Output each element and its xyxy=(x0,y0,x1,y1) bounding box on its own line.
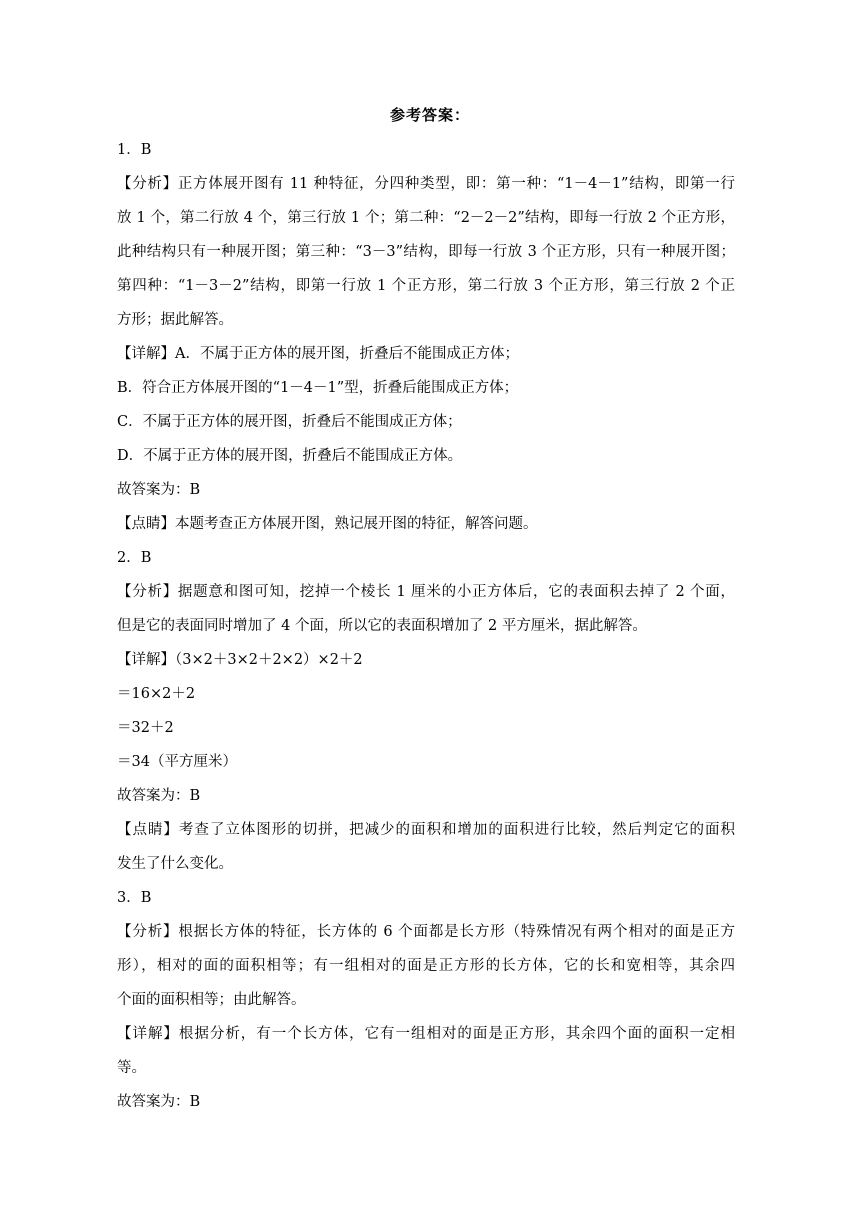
answer-1-detail-line: 【详解】A．不属于正方体的展开图，折叠后不能围成正方体； xyxy=(117,346,519,362)
answer-3-final: 故答案为：B xyxy=(117,1094,201,1110)
answer-3-detail-line: 【详解】根据分析，有一个长方体，它有一组相对的面是正方形，其余四个面的面积一定相 xyxy=(117,1026,735,1042)
answer-1-analysis-line: 【分析】正方体展开图有 11 种特征，分四种类型，即：第一种：“1－4－1”结构，即第一行 xyxy=(117,176,735,192)
answer-1-comment: 【点睛】本题考查正方体展开图，熟记展开图的特征，解答问题。 xyxy=(117,516,538,532)
answer-2-detail-line: 【详解】（3×2＋3×2＋2×2）×2＋2 xyxy=(117,652,363,668)
answer-1-analysis-line: 放 1 个，第二行放 4 个，第三行放 1 个；第二种：“2－2－2”结构，即每一行放 2 个正方形， xyxy=(117,210,735,226)
answer-1-detail-line: D．不属于正方体的展开图，折叠后不能围成正方体。 xyxy=(117,448,463,464)
answer-2-analysis-line: 但是它的表面同时增加了 4 个面，所以它的表面积增加了 2 平方厘米，据此解答。 xyxy=(117,618,647,634)
answer-1-analysis-line: 此种结构只有一种展开图；第三种：“3－3”结构，即每一行放 3 个正方形，只有一种展开图； xyxy=(117,244,735,260)
answer-1-final: 故答案为：B xyxy=(117,482,201,498)
answer-3-analysis-line: 个面的面积相等；由此解答。 xyxy=(117,992,306,1008)
answer-2-comment-line: 【点睛】考查了立体图形的切拼，把减少的面积和增加的面积进行比较，然后判定它的面积 xyxy=(117,822,735,838)
answer-2-detail-line: ＝32＋2 xyxy=(117,720,174,736)
answer-3-analysis-line: 【分析】根据长方体的特征，长方体的 6 个面都是长方形（特殊情况有两个相对的面是正方 xyxy=(117,924,735,940)
answer-3-detail-line: 等。 xyxy=(117,1060,146,1076)
answer-1-number: 1．B xyxy=(117,142,152,158)
answer-1-analysis-line: 第四种：“1－3－2”结构，即第一行放 1 个正方形，第二行放 3 个正方形，第三行放 2 个正 xyxy=(117,278,735,294)
answer-2-detail-line: ＝34（平方厘米） xyxy=(117,754,237,770)
answer-2-comment-line: 发生了什么变化。 xyxy=(117,856,233,872)
answer-2-final: 故答案为：B xyxy=(117,788,201,804)
answer-1-analysis-line: 方形；据此解答。 xyxy=(117,312,233,328)
answer-2-number: 2．B xyxy=(117,550,152,566)
answer-3-number: 3．B xyxy=(117,890,152,906)
answer-3-analysis-line: 形），相对的面的面积相等；有一组相对的面是正方形的长方体，它的长和宽相等，其余四 xyxy=(117,958,735,974)
answer-1-detail-line: B．符合正方体展开图的“1－4－1”型，折叠后能围成正方体； xyxy=(117,380,519,396)
answer-2-detail-line: ＝16×2＋2 xyxy=(117,686,196,702)
answer-2-analysis-line: 【分析】据题意和图可知，挖掉一个棱长 1 厘米的小正方体后，它的表面积去掉了 2 个面， xyxy=(117,584,735,600)
page-title: 参考答案： xyxy=(389,106,470,124)
answer-1-detail-line: C．不属于正方体的展开图，折叠后不能围成正方体； xyxy=(117,414,462,430)
